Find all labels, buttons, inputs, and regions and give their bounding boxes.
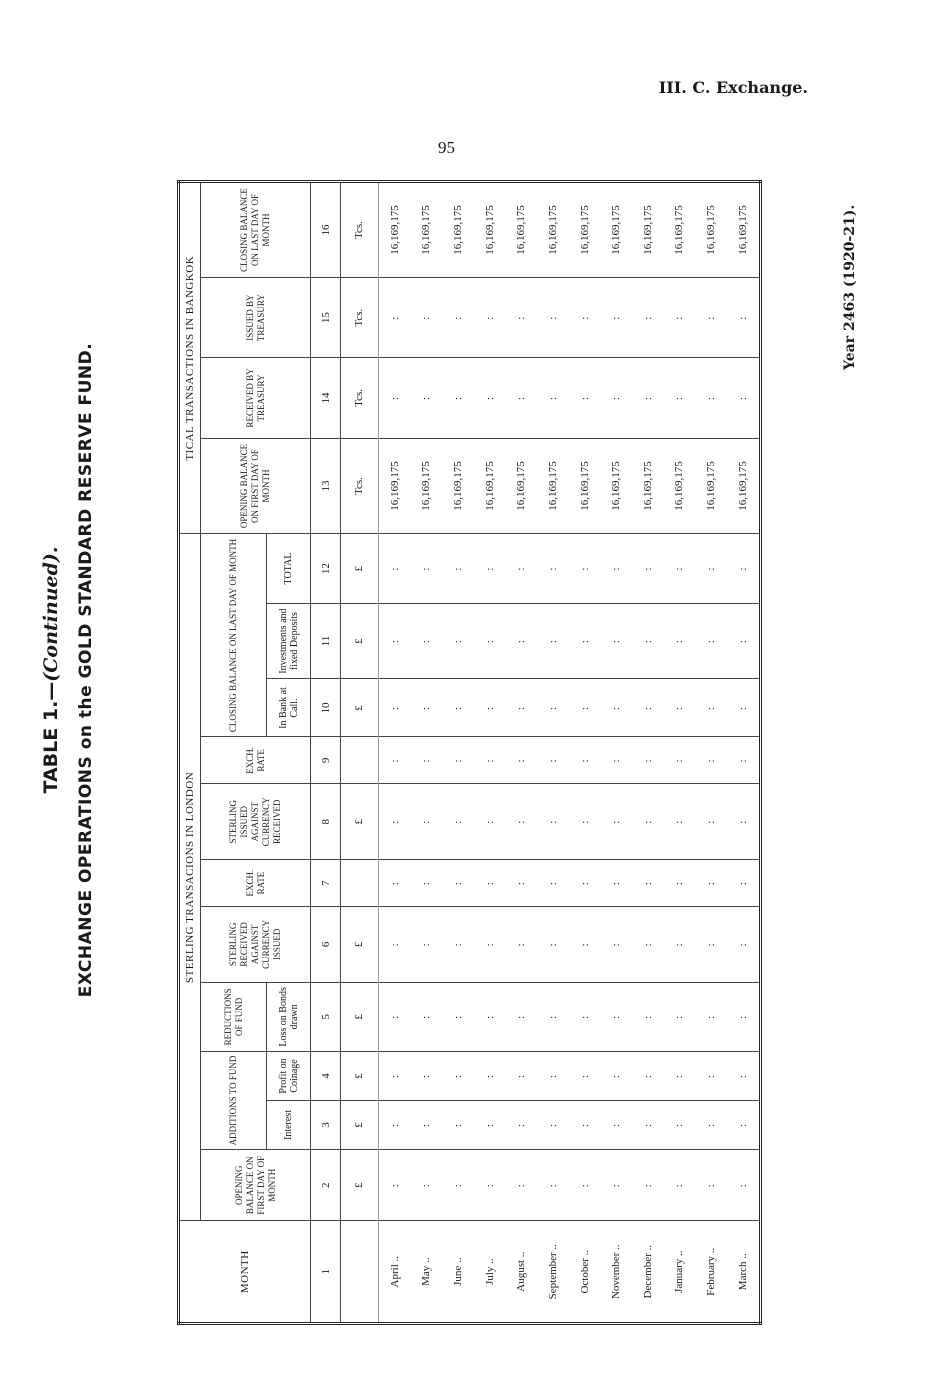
ledger-table xyxy=(177,180,762,1325)
empty-cell: : xyxy=(410,906,442,982)
empty-cell: : xyxy=(474,1150,506,1221)
empty-cell: : xyxy=(537,737,569,784)
month-cell: October .. xyxy=(569,1221,601,1324)
month-cell: September .. xyxy=(537,1221,569,1324)
empty-cell: : xyxy=(727,278,761,358)
column-number-13: 13 xyxy=(311,438,341,534)
empty-cell: : xyxy=(442,737,474,784)
empty-cell: : xyxy=(442,603,474,679)
opening-balance-cell: 16,169,175 xyxy=(664,438,696,534)
col3-header: Interest xyxy=(267,1100,311,1149)
closing-balance-cell: 16,169,175 xyxy=(505,182,537,278)
empty-cell: : xyxy=(442,860,474,907)
opening-balance-cell: 16,169,175 xyxy=(569,438,601,534)
closing-balance-cell: 16,169,175 xyxy=(569,182,601,278)
month-header: MONTH xyxy=(179,1221,311,1324)
empty-cell: : xyxy=(632,603,664,679)
table-row xyxy=(600,182,632,1324)
empty-cell: : xyxy=(378,679,410,737)
table-row xyxy=(695,182,727,1324)
empty-cell: : xyxy=(569,534,601,603)
unit-cell xyxy=(341,860,379,907)
col10-header: In Bank at Call. xyxy=(267,679,311,737)
empty-cell: : xyxy=(474,906,506,982)
empty-cell: : xyxy=(569,1150,601,1221)
empty-cell: : xyxy=(537,982,569,1051)
empty-cell: : xyxy=(442,1150,474,1221)
opening-balance-cell: 16,169,175 xyxy=(442,438,474,534)
closing-balance-cell: 16,169,175 xyxy=(442,182,474,278)
empty-cell: : xyxy=(378,982,410,1051)
empty-cell: : xyxy=(664,358,696,438)
opening-balance-cell: 16,169,175 xyxy=(474,438,506,534)
empty-cell: : xyxy=(378,1150,410,1221)
opening-balance-cell: 16,169,175 xyxy=(727,438,761,534)
empty-cell: : xyxy=(695,1150,727,1221)
london-group-header: STERLING TRANSACIONS IN LONDON xyxy=(179,534,201,1221)
empty-cell: : xyxy=(664,906,696,982)
closing-balance-cell: 16,169,175 xyxy=(410,182,442,278)
closing-balance-cell: 16,169,175 xyxy=(378,182,410,278)
empty-cell: : xyxy=(664,784,696,860)
empty-cell: : xyxy=(695,1051,727,1100)
table-title-block xyxy=(40,260,130,1080)
column-number-16: 16 xyxy=(311,182,341,278)
empty-cell: : xyxy=(632,358,664,438)
empty-cell: : xyxy=(600,603,632,679)
empty-cell: : xyxy=(664,603,696,679)
empty-cell: : xyxy=(695,737,727,784)
empty-cell: : xyxy=(505,1100,537,1149)
empty-cell: : xyxy=(569,737,601,784)
empty-cell: : xyxy=(378,358,410,438)
empty-cell: : xyxy=(727,737,761,784)
empty-cell: : xyxy=(537,906,569,982)
empty-cell: : xyxy=(632,1100,664,1149)
empty-cell: : xyxy=(537,1051,569,1100)
month-cell: May .. xyxy=(410,1221,442,1324)
table-title-suffix: (Continued). xyxy=(40,546,62,682)
empty-cell: : xyxy=(537,278,569,358)
empty-cell: : xyxy=(410,278,442,358)
empty-cell: : xyxy=(410,358,442,438)
col12-header: TOTAL xyxy=(267,534,311,603)
empty-cell: : xyxy=(410,784,442,860)
empty-cell: : xyxy=(378,860,410,907)
opening-balance-cell: 16,169,175 xyxy=(378,438,410,534)
empty-cell: : xyxy=(442,534,474,603)
empty-cell: : xyxy=(600,1100,632,1149)
empty-cell: : xyxy=(727,1100,761,1149)
empty-cell: : xyxy=(632,737,664,784)
empty-cell: : xyxy=(632,860,664,907)
col9-header: EXCH. RATE xyxy=(201,737,311,784)
unit-cell: Tcs. xyxy=(341,438,379,534)
table-row xyxy=(569,182,601,1324)
empty-cell: : xyxy=(569,784,601,860)
unit-cell: £ xyxy=(341,603,379,679)
table-row xyxy=(378,182,410,1324)
empty-cell: : xyxy=(505,982,537,1051)
empty-cell: : xyxy=(537,784,569,860)
empty-cell: : xyxy=(442,1100,474,1149)
column-number-15: 15 xyxy=(311,278,341,358)
empty-cell: : xyxy=(600,278,632,358)
empty-cell: : xyxy=(632,278,664,358)
month-cell: June .. xyxy=(442,1221,474,1324)
empty-cell: : xyxy=(537,358,569,438)
col5-header: Loss on Bonds drawn xyxy=(267,982,311,1051)
empty-cell: : xyxy=(600,679,632,737)
col4-header: Profit on Coinage xyxy=(267,1051,311,1100)
opening-balance-cell: 16,169,175 xyxy=(695,438,727,534)
empty-cell: : xyxy=(695,982,727,1051)
empty-cell: : xyxy=(569,358,601,438)
empty-cell: : xyxy=(600,1150,632,1221)
empty-cell: : xyxy=(378,737,410,784)
column-number-1: 1 xyxy=(311,1221,341,1324)
empty-cell: : xyxy=(569,906,601,982)
empty-cell: : xyxy=(474,679,506,737)
empty-cell: : xyxy=(505,860,537,907)
empty-cell: : xyxy=(600,860,632,907)
empty-cell: : xyxy=(569,679,601,737)
empty-cell: : xyxy=(378,784,410,860)
empty-cell: : xyxy=(474,784,506,860)
unit-cell xyxy=(341,1221,379,1324)
empty-cell: : xyxy=(727,982,761,1051)
empty-cell: : xyxy=(442,1051,474,1100)
empty-cell: : xyxy=(410,860,442,907)
column-number-2: 2 xyxy=(311,1150,341,1221)
table-row xyxy=(474,182,506,1324)
closing-balance-cell: 16,169,175 xyxy=(600,182,632,278)
empty-cell: : xyxy=(378,534,410,603)
empty-cell: : xyxy=(569,278,601,358)
empty-cell: : xyxy=(537,1100,569,1149)
month-cell: August .. xyxy=(505,1221,537,1324)
empty-cell: : xyxy=(505,737,537,784)
empty-cell: : xyxy=(695,784,727,860)
empty-cell: : xyxy=(632,1051,664,1100)
empty-cell: : xyxy=(378,278,410,358)
empty-cell: : xyxy=(569,982,601,1051)
col2-header: OPENING BALANCE ON FIRST DAY OF MONTH xyxy=(201,1150,311,1221)
empty-cell: : xyxy=(505,278,537,358)
column-number-6: 6 xyxy=(311,906,341,982)
empty-cell: : xyxy=(442,358,474,438)
empty-cell: : xyxy=(664,1150,696,1221)
empty-cell: : xyxy=(695,358,727,438)
empty-cell: : xyxy=(474,534,506,603)
table-subtitle: EXCHANGE OPERATIONS on the GOLD STANDARD RESERVE FUND. xyxy=(76,342,96,998)
closing-balance-cell: 16,169,175 xyxy=(474,182,506,278)
empty-cell: : xyxy=(410,982,442,1051)
empty-cell: : xyxy=(727,1150,761,1221)
empty-cell: : xyxy=(664,737,696,784)
empty-cell: : xyxy=(632,679,664,737)
empty-cell: : xyxy=(410,603,442,679)
unit-cell: Tcs. xyxy=(341,182,379,278)
empty-cell: : xyxy=(505,1051,537,1100)
empty-cell: : xyxy=(727,603,761,679)
empty-cell: : xyxy=(600,784,632,860)
empty-cell: : xyxy=(600,358,632,438)
col6-header: STERLING RECEIVED AGAINST CURRENCY ISSUED xyxy=(201,906,311,982)
empty-cell: : xyxy=(664,982,696,1051)
empty-cell: : xyxy=(569,860,601,907)
empty-cell: : xyxy=(569,1051,601,1100)
column-number-9: 9 xyxy=(311,737,341,784)
closing-header: CLOSING BALANCE ON LAST DAY OF MONTH xyxy=(201,534,267,737)
reductions-header: REDUCTIONS OF FUND xyxy=(201,982,267,1051)
empty-cell: : xyxy=(727,358,761,438)
empty-cell: : xyxy=(632,1150,664,1221)
empty-cell: : xyxy=(474,982,506,1051)
ledger-table-wrapper xyxy=(177,180,762,1325)
column-number-row xyxy=(311,182,341,1324)
empty-cell: : xyxy=(505,603,537,679)
month-cell: January .. xyxy=(664,1221,696,1324)
opening-balance-cell: 16,169,175 xyxy=(600,438,632,534)
empty-cell: : xyxy=(410,534,442,603)
empty-cell: : xyxy=(664,1051,696,1100)
empty-cell: : xyxy=(727,860,761,907)
col16-header: CLOSING BALANCE ON LAST DAY OF MONTH xyxy=(201,182,311,278)
empty-cell: : xyxy=(727,906,761,982)
month-cell: February .. xyxy=(695,1221,727,1324)
empty-cell: : xyxy=(378,1100,410,1149)
empty-cell: : xyxy=(474,860,506,907)
empty-cell: : xyxy=(474,603,506,679)
year-label: Year 2463 (1920-21). xyxy=(842,204,858,370)
column-number-10: 10 xyxy=(311,679,341,737)
empty-cell: : xyxy=(632,784,664,860)
column-number-8: 8 xyxy=(311,784,341,860)
page-number: 95 xyxy=(438,138,455,157)
empty-cell: : xyxy=(442,982,474,1051)
empty-cell: : xyxy=(695,278,727,358)
column-number-5: 5 xyxy=(311,982,341,1051)
empty-cell: : xyxy=(569,1100,601,1149)
column-number-4: 4 xyxy=(311,1051,341,1100)
empty-cell: : xyxy=(695,603,727,679)
empty-cell: : xyxy=(695,1100,727,1149)
empty-cell: : xyxy=(569,603,601,679)
empty-cell: : xyxy=(537,679,569,737)
empty-cell: : xyxy=(600,534,632,603)
empty-cell: : xyxy=(442,679,474,737)
closing-balance-cell: 16,169,175 xyxy=(632,182,664,278)
empty-cell: : xyxy=(664,679,696,737)
empty-cell: : xyxy=(537,860,569,907)
empty-cell: : xyxy=(664,860,696,907)
empty-cell: : xyxy=(505,679,537,737)
column-number-11: 11 xyxy=(311,603,341,679)
unit-row xyxy=(341,182,379,1324)
empty-cell: : xyxy=(632,534,664,603)
unit-cell: £ xyxy=(341,784,379,860)
col15-header: ISSUED BY TREASURY xyxy=(201,278,311,358)
empty-cell: : xyxy=(537,534,569,603)
closing-balance-cell: 16,169,175 xyxy=(727,182,761,278)
empty-cell: : xyxy=(378,1051,410,1100)
empty-cell: : xyxy=(727,784,761,860)
opening-balance-cell: 16,169,175 xyxy=(505,438,537,534)
bangkok-group-header: TICAL TRANSACTIONS IN BANGKOK xyxy=(179,182,201,534)
table-row xyxy=(664,182,696,1324)
empty-cell: : xyxy=(600,1051,632,1100)
col7-header: EXCH. RATE xyxy=(201,860,311,907)
unit-cell: £ xyxy=(341,1051,379,1100)
unit-cell xyxy=(341,737,379,784)
unit-cell: £ xyxy=(341,679,379,737)
closing-balance-cell: 16,169,175 xyxy=(695,182,727,278)
opening-balance-cell: 16,169,175 xyxy=(632,438,664,534)
empty-cell: : xyxy=(600,982,632,1051)
empty-cell: : xyxy=(378,906,410,982)
table-row xyxy=(727,182,761,1324)
unit-cell: £ xyxy=(341,534,379,603)
column-number-3: 3 xyxy=(311,1100,341,1149)
table-row xyxy=(632,182,664,1324)
unit-cell: £ xyxy=(341,1150,379,1221)
unit-cell: £ xyxy=(341,906,379,982)
empty-cell: : xyxy=(632,982,664,1051)
empty-cell: : xyxy=(442,278,474,358)
empty-cell: : xyxy=(695,860,727,907)
table-row xyxy=(505,182,537,1324)
closing-balance-cell: 16,169,175 xyxy=(664,182,696,278)
additions-header: ADDITIONS TO FUND xyxy=(201,1051,267,1149)
empty-cell: : xyxy=(505,358,537,438)
opening-balance-cell: 16,169,175 xyxy=(410,438,442,534)
empty-cell: : xyxy=(442,906,474,982)
empty-cell: : xyxy=(474,737,506,784)
empty-cell: : xyxy=(410,1150,442,1221)
empty-cell: : xyxy=(410,1100,442,1149)
empty-cell: : xyxy=(505,784,537,860)
col8-header: STERLING ISSUED AGAINST CURRENCY RECEIVED xyxy=(201,784,311,860)
empty-cell: : xyxy=(442,784,474,860)
month-cell: March .. xyxy=(727,1221,761,1324)
column-number-12: 12 xyxy=(311,534,341,603)
section-header: III. C. Exchange. xyxy=(658,78,808,97)
month-cell: April .. xyxy=(378,1221,410,1324)
empty-cell: : xyxy=(410,679,442,737)
empty-cell: : xyxy=(505,1150,537,1221)
empty-cell: : xyxy=(600,906,632,982)
empty-cell: : xyxy=(695,534,727,603)
empty-cell: : xyxy=(537,603,569,679)
empty-cell: : xyxy=(632,906,664,982)
empty-cell: : xyxy=(474,1051,506,1100)
empty-cell: : xyxy=(664,1100,696,1149)
empty-cell: : xyxy=(474,358,506,438)
col11-header: Investments and fixed Deposits xyxy=(267,603,311,679)
month-cell: July .. xyxy=(474,1221,506,1324)
table-row xyxy=(442,182,474,1324)
month-cell: November .. xyxy=(600,1221,632,1324)
table-title-main: TABLE 1. xyxy=(40,700,62,794)
month-cell: December .. xyxy=(632,1221,664,1324)
empty-cell: : xyxy=(410,737,442,784)
col13-header: OPENING BALANCE ON FIRST DAY OF MONTH xyxy=(201,438,311,534)
empty-cell: : xyxy=(474,1100,506,1149)
unit-cell: £ xyxy=(341,1100,379,1149)
table-title: TABLE 1.—(Continued). xyxy=(40,546,62,794)
empty-cell: : xyxy=(727,534,761,603)
table-row xyxy=(537,182,569,1324)
empty-cell: : xyxy=(664,534,696,603)
empty-cell: : xyxy=(474,278,506,358)
empty-cell: : xyxy=(505,906,537,982)
opening-balance-cell: 16,169,175 xyxy=(537,438,569,534)
empty-cell: : xyxy=(410,1051,442,1100)
unit-cell: £ xyxy=(341,982,379,1051)
closing-balance-cell: 16,169,175 xyxy=(537,182,569,278)
empty-cell: : xyxy=(600,737,632,784)
empty-cell: : xyxy=(695,679,727,737)
empty-cell: : xyxy=(664,278,696,358)
empty-cell: : xyxy=(695,906,727,982)
empty-cell: : xyxy=(537,1150,569,1221)
column-number-14: 14 xyxy=(311,358,341,438)
empty-cell: : xyxy=(727,1051,761,1100)
empty-cell: : xyxy=(505,534,537,603)
column-number-7: 7 xyxy=(311,860,341,907)
empty-cell: : xyxy=(378,603,410,679)
empty-cell: : xyxy=(727,679,761,737)
unit-cell: Tcs. xyxy=(341,278,379,358)
unit-cell: Tcs. xyxy=(341,358,379,438)
col14-header: RECEIVED BY TREASURY xyxy=(201,358,311,438)
table-row xyxy=(410,182,442,1324)
